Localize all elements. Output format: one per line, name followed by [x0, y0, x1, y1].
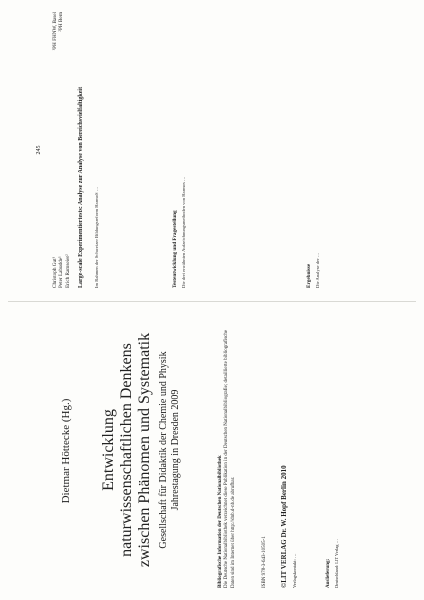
affiliations [52, 12, 65, 50]
intro-paragraph: Im Rahmen der Schweizer Bildungsreform HarmoS … [94, 186, 99, 288]
bibliographic-info [218, 318, 237, 588]
affiliation-2: ²PH Bern [58, 12, 65, 32]
book-title [100, 314, 154, 586]
book-title-line-3: zwischen Phänomen und Systematik [136, 332, 153, 568]
article-title: Large-scale Experimentiertests: Analyse zur Analyse von Bereichsvielfaltigkeit [78, 86, 84, 288]
bibliographic-text: Die Deutsche Nationalbibliothek verzeichnet diese Publikation in der Deutschen Nationalbibliografie; detaillierte bibliografische Daten sind im Internet über http://dnb.d-nb.de abrufbar. [224, 329, 236, 588]
book-title-page [0, 300, 424, 600]
section-text-ergebnisse: Die Analyse der … [315, 252, 320, 288]
section-heading-ergebnisse: Ergebnisse [306, 263, 312, 288]
publisher-imprint: ©LIT VERLAG Dr. W. Hopf Berlin 2010 [280, 465, 288, 588]
book-subtitle-line-1: Gesellschaft für Didaktik der Chemie und Physik [158, 351, 169, 549]
bibliographic-heading: Bibliografische Information der Deutschen Nationalbibliothek [218, 455, 223, 588]
author-1: Christoph Gut¹ [52, 256, 58, 288]
distribution-addresses: Deutschland: LIT Verlag … [334, 539, 339, 588]
distribution-heading: Auslieferung: [326, 558, 331, 588]
publisher-contact: Verlagskontakt: … [292, 553, 297, 588]
affiliation-1: ¹PH FHNW, Basel [52, 12, 58, 51]
book-subtitle-line-2: Jahrestagung in Dresden 2009 [170, 389, 181, 511]
book-subtitle [158, 314, 182, 586]
section-heading-testentwicklung: Testentwicklung und Fragestellung [172, 210, 178, 288]
author-2: Peter Labudde¹ [58, 256, 65, 288]
editor-name: Dietmar Höttecke (Hg.) [60, 398, 72, 504]
author-3: Erich Ramseier² [64, 254, 71, 288]
isbn: ISBN 978-3-643-10505-1 [262, 536, 267, 588]
author-list [52, 254, 71, 288]
book-title-line-1: Entwicklung [100, 409, 117, 491]
book-title-line-2: naturwissenschaftlichen Denkens [118, 343, 135, 557]
page-number: 245 [36, 145, 42, 155]
page-gutter [8, 301, 416, 302]
section-text-testentwicklung: Die drei erwähnten Aufzeichnungsmethoden von Harmos … [181, 176, 186, 288]
